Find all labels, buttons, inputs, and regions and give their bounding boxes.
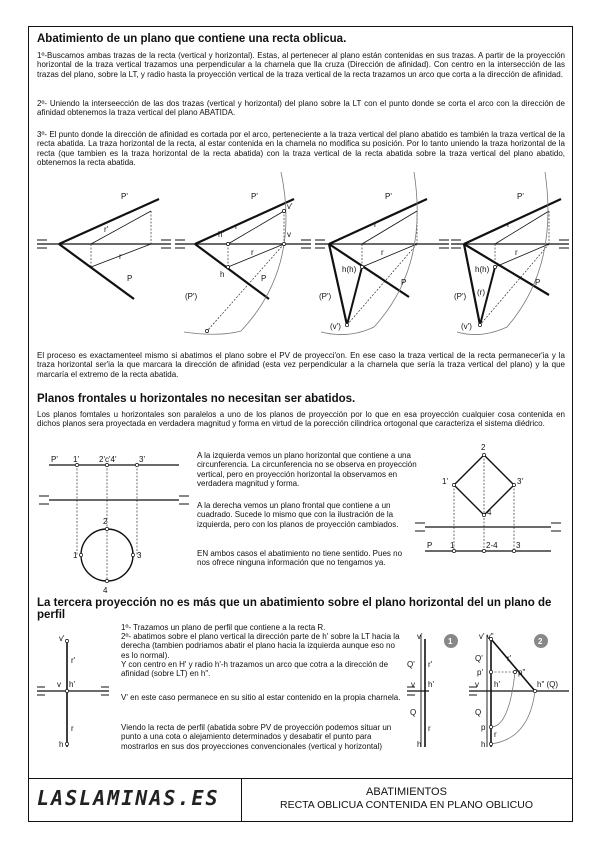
label-p-4: P <box>535 278 541 287</box>
label-profile-v-prime: v' <box>59 634 65 643</box>
section3-note-v: V' en este caso permanece en su sitio al estar contenido en la propia charnela. <box>121 693 401 702</box>
diagram-2 <box>175 172 311 334</box>
label-sq-3-prime: 3' <box>517 477 523 486</box>
label-profile-r: r <box>71 724 74 733</box>
label-p-prime: P' <box>121 192 128 201</box>
label-p-prime-plane: P' <box>51 455 58 464</box>
label-p2-h-prime: h' <box>494 680 500 689</box>
label-3: 3 <box>137 551 142 560</box>
section3-step1: 1º- Trazamos un plano de perfil que contiene a la recta R. <box>121 623 326 632</box>
label-sq-2-4: 2-4 <box>486 541 498 550</box>
label-p2-q: Q <box>475 708 482 717</box>
label-p1-r-prime: r' <box>428 660 433 669</box>
profile-diagram-2 <box>469 632 569 749</box>
section1-step3: 3º- El punto donde la dirección de afinidad es cortada por el arco, perteneciente a la traza vertical del plano abatido es también la traza vertical de la recta abatida. La traza horizontal de la recta, al estar contenida en la charnela no modifica su posición. Por lo tanto uniendo la traza horizontal de la recta (que tambien es la traza horizontal de la recta abatida) con la traza vertical de la recta abatida sobre la traza vertical del plano abatido, obtenemos la recta abatida. <box>37 130 565 168</box>
label-p-prime-2: P' <box>251 192 258 201</box>
label-p: P <box>127 274 133 283</box>
label-p-prime-3: P' <box>385 192 392 201</box>
label-sq-1-prime: 1' <box>442 477 448 486</box>
label-p1-q-prime: Q' <box>407 660 415 669</box>
label-hh: h(h) <box>342 265 357 274</box>
diagram-3 <box>315 172 449 335</box>
label-r-3: r <box>381 248 384 257</box>
label-v-abatido-4: (v') <box>461 322 472 331</box>
label-p2-h-double-q: h" (Q) <box>537 680 559 689</box>
label-p2-q-prime: Q' <box>475 654 483 663</box>
profile-diagram-1 <box>407 632 458 749</box>
footer-title: ABATIMIENTOS <box>366 786 447 798</box>
label-p1-v: v <box>411 680 415 689</box>
label-1-prime: 1' <box>73 455 79 464</box>
label-p-3: P <box>401 278 407 287</box>
label-r-2: r <box>251 248 254 257</box>
diagram-1 <box>37 192 171 299</box>
circle-diagram <box>39 455 189 595</box>
section3-title: La tercera proyección no es más que un abatimiento sobre el plano horizontal del un plano de perfil <box>37 597 552 621</box>
section1-title: Abatimiento de un plano que contiene una recta oblicua. <box>37 33 347 45</box>
label-profile-r-prime: r' <box>71 656 76 665</box>
label-4: 4 <box>103 586 108 595</box>
label-p1-h-prime: h' <box>428 680 434 689</box>
label-sq-4: 4 <box>487 508 492 517</box>
label-r-prime-2: r' <box>235 222 240 231</box>
label-profile-h: h <box>59 740 64 749</box>
label-p2-v: v <box>475 680 479 689</box>
label-h-prime: h' <box>218 230 224 239</box>
section2-title: Planos frontales u horizontales no necesitan ser abatidos. <box>37 393 356 405</box>
section2-intro: Los planos fomtales u horizontales son paralelos a uno de los planos de proyección por lo que en esa proyección cualquier cosa contenida en dichos planos sera proyectada en verdadera magnitud y forma en virtud de la porección cilindrica ortogonal que caracteriza el sistema diédrico. <box>37 410 565 429</box>
label-2: 2 <box>103 517 108 526</box>
section2-left-caption: A la izquierda vemos un plano horizontal que contiene a una circunferencia. La circunferencia no se observa en proyección vertical, pero en proyección horizontal la observamos en verdadera magnitud y forma. <box>197 451 417 489</box>
label-p2-h: h <box>481 740 486 749</box>
footer <box>29 778 572 821</box>
section3-note-profile: Viendo la recta de perfil (abatida sobre PV de proyección podemos situar un punto a una cota o alejamiento determinados y desabatir el punto para mostrarlos en sus dos proyecciones convencionales (vertical y horizontal) <box>121 723 392 751</box>
step-2-number: 2 <box>538 637 543 646</box>
label-3-prime: 3' <box>139 455 145 464</box>
label-p2-v-prime-double: v' v" <box>479 632 494 641</box>
section2-right-caption: A la derecha vemos un plano frontal que contiene a un cuadrado. Sucede lo mismo que con la ilustración de la izquierda, pero con los planos de proyección cambiados. <box>197 501 399 529</box>
profile-diagram-left <box>37 634 109 749</box>
label-p1-v-prime: v' <box>417 632 423 641</box>
label-hh-4: h(h) <box>475 265 490 274</box>
label-sq-1: 1 <box>450 541 455 550</box>
label-p1-h: h <box>417 740 422 749</box>
label-profile-v: v <box>57 680 61 689</box>
section1-step1: 1º-Buscamos ambas trazas de la recta (vertical y horizontal). Estas, al pertenecer al plano están contenidas en sus trazas. A partir de la proyección horizontal de la traza vertical trazamos una perpendicular a la charnela que lla cruza (Dirección de afinidad). Con centro en la intersección de las trazas del plano, sobre la LT, y radio hasta la proyección vertical de la traza vertical de la recta trazamos un arco que corta a la dirección de afinidad. <box>37 51 565 79</box>
label-r: r <box>119 252 122 261</box>
label-p-2: P <box>261 274 267 283</box>
label-r-4: r <box>515 248 518 257</box>
label-r-prime: r' <box>104 225 109 234</box>
label-v-abatido: (v') <box>330 322 341 331</box>
label-p1-r: r <box>428 724 431 733</box>
label-p-abatido-3: (P') <box>319 292 332 301</box>
section3-step2: 2º- abatimos sobre el plano vertical la dirección parte de h' sobre la LT hacia la derecha (tambien podriamos abatir el plano hacia la izquierda aunque eso no es lo normal). <box>121 632 400 660</box>
step-1-number: 1 <box>448 637 453 646</box>
site-logo: LASLAMINAS.ES <box>37 786 220 810</box>
label-v: v <box>287 230 291 239</box>
label-p-abatido: (P') <box>185 292 198 301</box>
label-2-3-4-prime: 2'c'4' <box>99 455 117 464</box>
label-sq-p: P <box>427 541 433 550</box>
label-h: h <box>220 270 225 279</box>
label-p2-p-prime: p' <box>477 668 483 677</box>
section2-conclusion: EN ambos casos el abatimiento no tiene sentido. Pues no nos ofrece ninguna información que no tengamos ya. <box>197 549 403 568</box>
label-sq-3: 3 <box>516 541 521 550</box>
label-p2-p: p <box>481 723 486 732</box>
label-p-prime-4: P' <box>517 192 524 201</box>
label-v-prime: v' <box>287 202 293 211</box>
sheet-frame <box>28 26 573 822</box>
label-r-prime-3: r' <box>374 220 379 229</box>
section3-step2b: Y con centro en H' y radio h'-h trazamos un arco que cotra a la dirección de afinidad (sobre LT) en h". <box>121 660 389 679</box>
label-r-abatido: (r) <box>477 288 485 297</box>
label-p2-p-double: p" <box>518 668 526 677</box>
label-p-abatido-4: (P') <box>454 292 467 301</box>
label-profile-h-prime: h' <box>69 680 75 689</box>
label-r-prime-4: r' <box>507 220 512 229</box>
label-p2-r-prime: r' <box>507 654 512 663</box>
footer-subtitle: RECTA OBLICUA CONTENIDA EN PLANO OBLICUO <box>279 799 534 811</box>
label-p1-q: Q <box>410 708 417 717</box>
label-sq-2: 2 <box>481 443 486 452</box>
section1-note: El proceso es exactamenteel mismo si abatimos el plano sobre el PV de proyecci'on. En ese caso la traza vertical de la recta permanecer'ia y la traza horizontal ser'ia la que marcara la dirección de afinidad (esta vez perpendicular a la charnela que sería la traza vertical del plano) y la que marcaría el extremo de la recta abatida. <box>37 351 565 379</box>
label-1: 1 <box>73 551 78 560</box>
section1-step2: 2º- Uniendo la interseección de las dos trazas (vertical y horizontal) del plano sobre la LT con el punto donde se corta el arco con la dirección de afinidad obtenemos la traza vertical del plano ABATIDA. <box>37 99 565 118</box>
diagram-4 <box>451 172 569 335</box>
label-p2-r: r <box>494 730 497 739</box>
square-diagram <box>415 443 561 553</box>
